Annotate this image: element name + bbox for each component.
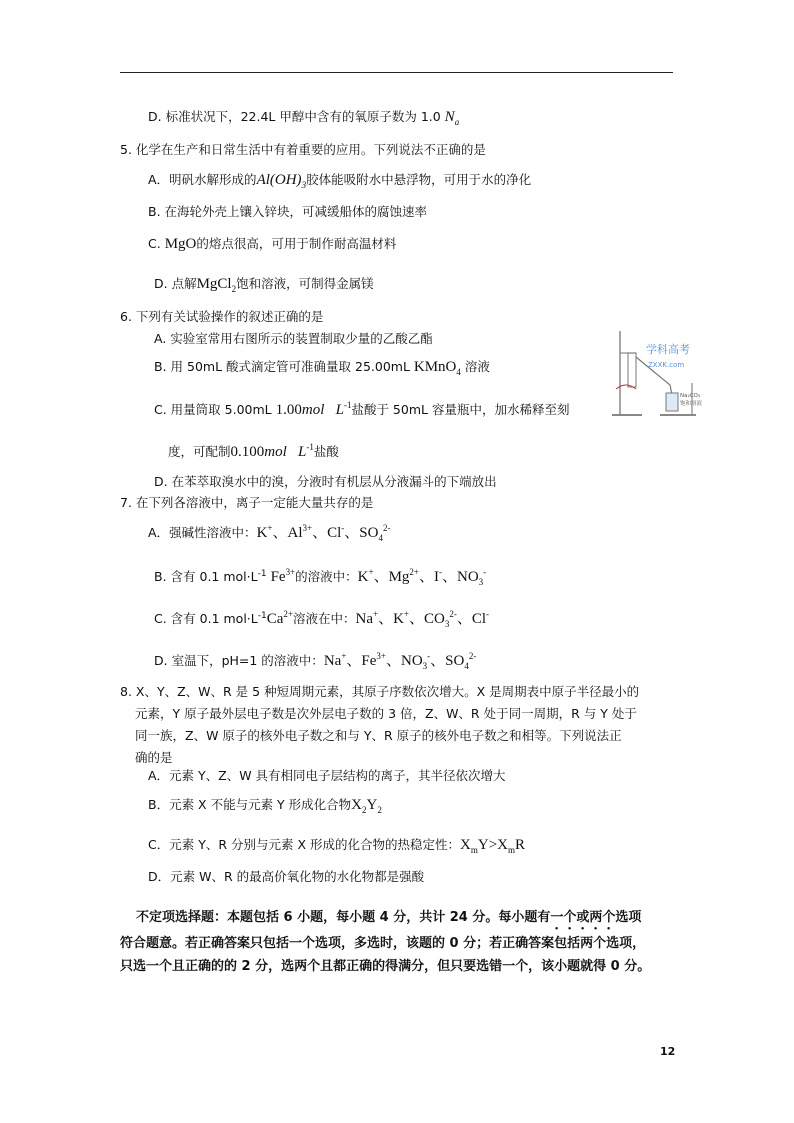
q6-option-d: D. 在苯萃取溴水中的溴，分液时有机层从分液漏斗的下端放出	[154, 474, 497, 489]
watermark-text: 学科高考	[646, 343, 690, 356]
ca2-ion: $Ca^{2+}$	[266, 609, 293, 627]
esterification-apparatus-figure	[606, 323, 703, 423]
q7-c-mid: 溶液在中：	[292, 611, 356, 626]
q7-option-c: C. 含有 0.1 $mol\cdot L^{-1}Ca^{2+}$溶液在中：Na+、K+、$CO_3^{2-}$、Cl-	[154, 609, 490, 629]
page-number: 12	[660, 1045, 676, 1058]
q8-option-d: D．元素 W、R 的最高价氧化物的水化物都是强酸	[148, 869, 425, 884]
q6-c-mid: 盐酸于 50mL 容量瓶中，加水稀释至刻	[351, 402, 570, 417]
q7-a-pre: A．强碱性溶液中：	[148, 525, 257, 540]
q8-stem-line2: 元素，Y 原子最外层电子数是次外层电子数的 3 倍，Z、W、R 处于同一周期，R 与 Y 处于	[135, 706, 637, 721]
q7-option-a	[148, 524, 390, 542]
q6-option-c	[154, 401, 569, 419]
q5-c-pre: C.	[148, 236, 165, 251]
q5-d-pre: D. 点解	[154, 276, 197, 291]
figure-label-na2co3: Na₂CO₃	[680, 393, 701, 399]
formula-x2y2: $X_2Y_2$	[351, 797, 382, 815]
q5-option-b: B. 在海轮外壳上镶入锌块，可减缓船体的腐蚀速率	[148, 204, 428, 219]
q5-a-post: 胶体能吸附水中悬浮物，可用于水的净化	[306, 172, 532, 187]
q8-stem-line4: 确的是	[135, 750, 173, 765]
q7-a-ions: K+、$Al^{3+}$、Cl-、$SO_4^{2-}$	[256, 523, 391, 543]
formula-aloh3: $Al(OH)_3$	[256, 172, 307, 190]
avogadro-symbol: $N_a$	[444, 109, 460, 127]
q8-option-c	[148, 836, 525, 854]
conc-1-00: 1.00mol $L^{-1}$	[275, 400, 352, 418]
q6-c-pre: C. 用量筒取 5.00mL	[154, 402, 276, 417]
q6-option-c-cont	[168, 443, 339, 461]
q8-c-compare: $X_mY>X_mR$	[460, 837, 526, 855]
q8-stem-line1: 8. X、Y、Z、W、R 是 5 种短周期元素，其原子序数依次增大。X 是周期表中原子半径最小的	[120, 684, 640, 699]
section-instruction-line1	[136, 909, 641, 933]
q7-b-pre: B. 含有 0.1 mol·L	[154, 569, 258, 584]
q7-option-d	[154, 652, 476, 670]
q6-c2-post: 盐酸	[313, 444, 339, 459]
conc-0-100: 0.100mol $L^{-1}$	[230, 442, 314, 460]
formula-kmno4: KMnO$_4$	[413, 359, 461, 377]
q7-c-pre: C. 含有 0.1 mol·L	[154, 611, 258, 626]
watermark-site: ZXXK.com	[648, 361, 685, 369]
q7-d-pre: D. 室温下，pH=1 的溶液中：	[154, 653, 324, 668]
q4-d-text: D. 标准状况下，22.4L 甲醇中含有的氧原子数为 1.0	[148, 109, 445, 124]
q4-option-d	[148, 108, 459, 126]
q6-b-post: 溶液	[460, 359, 490, 374]
q8-b-pre: B．元素 X 不能与元素 Y 形成化合物	[148, 797, 352, 812]
q7-c-ions: Na+、K+、$CO_3^{2-}$、Cl-	[355, 609, 490, 629]
q5-option-d	[154, 275, 374, 293]
q6-b-pre: B. 用 50mL 酸式滴定管可准确量取 25.00mL	[154, 359, 414, 374]
q7-b-ions: K+、$Mg^{2+}$、I-、$NO_3^-$	[357, 567, 487, 587]
section-l1-c: 选项	[615, 910, 642, 925]
q5-a-pre: A．明矾水解形成的	[148, 172, 257, 187]
q6-option-b	[154, 358, 490, 376]
q8-option-b	[148, 796, 382, 814]
q5-option-a	[148, 171, 531, 189]
section-l1-emphasis: 一个或两个	[550, 910, 616, 925]
fe3-ion: $Fe^{3+}$	[270, 567, 296, 585]
q7-option-b: B. 含有 0.1 $mol\cdot L^{-1}$ $Fe^{3+}$的溶液中：K+、$Mg^{2+}$、I-、$NO_3^-$	[154, 567, 487, 587]
q7-d-ions: Na+、$Fe^{3+}$、$NO_3^-$、$SO_4^{2-}$	[323, 651, 477, 671]
q5-stem: 5. 化学在生产和日常生活中有着重要的应用。下列说法不正确的是	[120, 142, 486, 157]
q5-d-post: 饱和溶液，可制得金属镁	[236, 276, 374, 291]
q8-c-pre: C．元素 Y、R 分别与元素 X 形成的化合物的热稳定性：	[148, 837, 461, 852]
section-l1-a: 不定项选择题：本题包括 6 小题，每小题 4 分，共计 24 分。每小题有	[136, 910, 551, 925]
q7-b-mid: 的溶液中：	[295, 569, 358, 584]
q5-c-post: 的熔点很高，可用于制作耐高温材料	[196, 236, 397, 251]
q7-stem: 7. 在下列各溶液中，离子一定能大量共存的是	[120, 495, 374, 510]
q5-option-c	[148, 235, 396, 253]
figure-label-solution: 饱和溶液	[680, 401, 703, 407]
formula-mgcl2: MgCl$_2$	[196, 276, 237, 294]
header-rule	[120, 72, 673, 73]
formula-mgo: MgO	[164, 236, 197, 252]
q6-option-a: A. 实验室常用右图所示的装置制取少量的乙酸乙酯	[154, 331, 433, 346]
section-instruction-line2: 符合题意。若正确答案只包括一个选项，多选时，该题的 0 分；若正确答案包括两个选项，	[120, 936, 646, 951]
q8-stem-line3: 同一族，Z、W 原子的核外电子数之和与 Y、R 原子的核外电子数之和相等。下列说法正	[135, 728, 622, 743]
q6-c2-pre: 度，可配制	[168, 444, 231, 459]
q8-option-a: A．元素 Y、Z、W 具有相同电子层结构的离子，其半径依次增大	[148, 768, 506, 783]
q6-stem: 6. 下列有关试验操作的叙述正确的是	[120, 309, 324, 324]
section-instruction-line3: 只选一个且正确的的 2 分，选两个且都正确的得满分，但只要选错一个，该小题就得 0 分。	[120, 959, 651, 974]
